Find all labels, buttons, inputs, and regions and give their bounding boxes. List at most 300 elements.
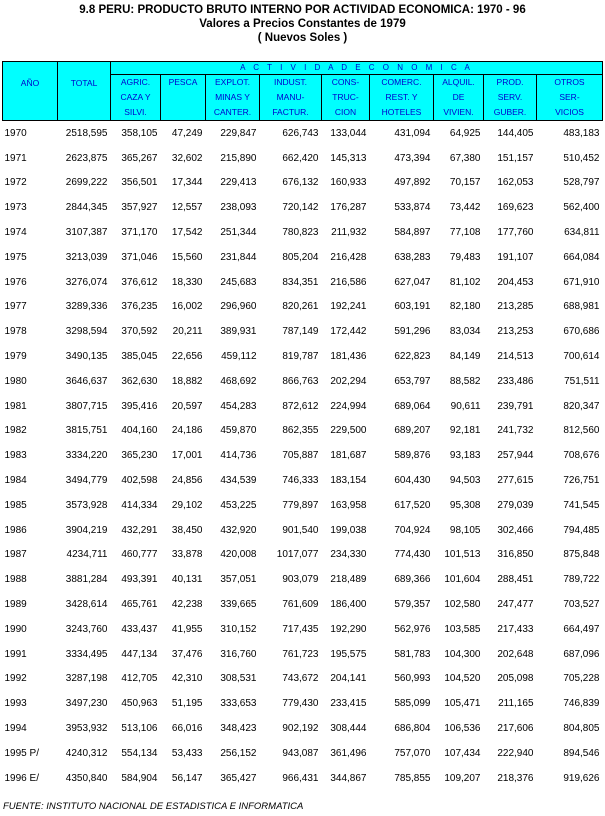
value-cell: 333,653 bbox=[220, 698, 257, 710]
year-cell: 1989 bbox=[4, 599, 27, 611]
value-cell: 412,705 bbox=[121, 673, 158, 685]
value-cell: 789,722 bbox=[563, 574, 600, 586]
year-cell: 1972 bbox=[4, 177, 27, 189]
value-cell: 177,760 bbox=[497, 227, 534, 239]
header-sector-line: SERV. bbox=[484, 90, 537, 105]
value-cell: 454,283 bbox=[220, 400, 257, 412]
table-row bbox=[3, 245, 603, 270]
header-sector-line: OTROS bbox=[537, 75, 603, 91]
value-cell: 560,993 bbox=[394, 673, 431, 685]
value-cell: 919,626 bbox=[563, 772, 600, 784]
value-cell: 420,008 bbox=[220, 549, 257, 561]
value-cell: 310,152 bbox=[220, 623, 257, 635]
value-cell: 181,436 bbox=[330, 351, 367, 363]
year-cell: 1995 P/ bbox=[4, 747, 39, 759]
value-cell: 308,531 bbox=[220, 673, 257, 685]
value-cell: 239,791 bbox=[497, 400, 534, 412]
value-cell: 218,376 bbox=[497, 772, 534, 784]
value-cell: 216,428 bbox=[330, 251, 367, 263]
value-cell: 903,079 bbox=[282, 574, 319, 586]
header-sector-line: INDUST. bbox=[260, 75, 322, 91]
value-cell: 160,933 bbox=[330, 177, 367, 189]
value-cell: 875,848 bbox=[563, 549, 600, 561]
value-cell: 3334,495 bbox=[65, 648, 108, 660]
header-sector-line: CANTER. bbox=[206, 105, 260, 121]
value-cell: 162,053 bbox=[497, 177, 534, 189]
value-cell: 204,141 bbox=[330, 673, 367, 685]
value-cell: 238,093 bbox=[220, 202, 257, 214]
header-sector-line: ALQUIL. bbox=[434, 75, 484, 91]
value-cell: 296,960 bbox=[220, 301, 257, 313]
header-sector-line: CONS- bbox=[322, 75, 370, 91]
value-cell: 460,777 bbox=[121, 549, 158, 561]
value-cell: 53,433 bbox=[171, 747, 203, 759]
header-total: TOTAL bbox=[58, 62, 111, 121]
value-cell: 12,557 bbox=[171, 202, 203, 214]
year-cell: 1983 bbox=[4, 450, 27, 462]
value-cell: 761,609 bbox=[282, 599, 319, 611]
value-cell: 705,228 bbox=[563, 673, 600, 685]
header-sector-line: AGRIC. bbox=[111, 75, 161, 91]
header-sector-line bbox=[161, 105, 206, 121]
header-sector-line: PESCA bbox=[161, 75, 206, 91]
value-cell: 3243,760 bbox=[65, 623, 108, 635]
value-cell: 746,333 bbox=[282, 475, 319, 487]
value-cell: 376,235 bbox=[121, 301, 158, 313]
value-cell: 3276,074 bbox=[65, 276, 108, 288]
value-cell: 414,736 bbox=[220, 450, 257, 462]
year-cell: 1976 bbox=[4, 276, 27, 288]
value-cell: 3497,230 bbox=[65, 698, 108, 710]
table-row bbox=[3, 121, 603, 146]
value-cell: 181,687 bbox=[330, 450, 367, 462]
value-cell: 431,094 bbox=[394, 127, 431, 139]
value-cell: 17,001 bbox=[171, 450, 203, 462]
value-cell: 257,944 bbox=[497, 450, 534, 462]
value-cell: 3334,220 bbox=[65, 450, 108, 462]
header-sector-line: VIVIEN. bbox=[434, 105, 484, 121]
header-sector-line: FACTUR. bbox=[260, 105, 322, 121]
value-cell: 192,290 bbox=[330, 623, 367, 635]
value-cell: 145,313 bbox=[330, 152, 367, 164]
value-cell: 3428,614 bbox=[65, 599, 108, 611]
year-cell: 1992 bbox=[4, 673, 27, 685]
value-cell: 687,096 bbox=[563, 648, 600, 660]
value-cell: 41,955 bbox=[171, 623, 203, 635]
value-cell: 794,485 bbox=[563, 524, 600, 536]
value-cell: 554,134 bbox=[121, 747, 158, 759]
value-cell: 192,241 bbox=[330, 301, 367, 313]
header-year: AÑO bbox=[3, 62, 58, 121]
value-cell: 186,400 bbox=[330, 599, 367, 611]
year-cell: 1977 bbox=[4, 301, 27, 313]
table-row bbox=[3, 592, 603, 617]
value-cell: 98,105 bbox=[449, 524, 481, 536]
table-row bbox=[3, 146, 603, 171]
value-cell: 528,797 bbox=[563, 177, 600, 189]
value-cell: 199,038 bbox=[330, 524, 367, 536]
value-cell: 510,452 bbox=[563, 152, 600, 164]
year-cell: 1993 bbox=[4, 698, 27, 710]
value-cell: 483,183 bbox=[563, 127, 600, 139]
value-cell: 686,804 bbox=[394, 723, 431, 735]
value-cell: 3953,932 bbox=[65, 723, 108, 735]
value-cell: 3289,336 bbox=[65, 301, 108, 313]
table-row bbox=[3, 319, 603, 344]
value-cell: 720,142 bbox=[282, 202, 319, 214]
value-cell: 357,927 bbox=[121, 202, 158, 214]
value-cell: 195,575 bbox=[330, 648, 367, 660]
value-cell: 211,165 bbox=[498, 698, 534, 710]
value-cell: 638,283 bbox=[394, 251, 431, 263]
table-row bbox=[3, 171, 603, 196]
header-sector-line: REST. Y bbox=[370, 90, 434, 105]
value-cell: 700,614 bbox=[563, 351, 600, 363]
value-cell: 562,976 bbox=[394, 623, 431, 635]
value-cell: 589,876 bbox=[394, 450, 431, 462]
value-cell: 584,897 bbox=[394, 227, 431, 239]
value-cell: 17,542 bbox=[171, 227, 203, 239]
value-cell: 751,511 bbox=[564, 375, 600, 387]
value-cell: 302,466 bbox=[497, 524, 534, 536]
value-cell: 33,878 bbox=[171, 549, 203, 561]
table-row bbox=[3, 567, 603, 592]
value-cell: 102,580 bbox=[444, 599, 481, 611]
value-cell: 95,308 bbox=[449, 499, 481, 511]
value-cell: 217,606 bbox=[497, 723, 534, 735]
value-cell: 4350,840 bbox=[65, 772, 108, 784]
value-cell: 459,112 bbox=[221, 351, 257, 363]
value-cell: 497,892 bbox=[394, 177, 431, 189]
table-row bbox=[3, 766, 603, 791]
table-row bbox=[3, 468, 603, 493]
table-row bbox=[3, 295, 603, 320]
value-cell: 94,503 bbox=[449, 475, 481, 487]
value-cell: 344,867 bbox=[330, 772, 367, 784]
value-cell: 804,805 bbox=[563, 723, 600, 735]
value-cell: 820,347 bbox=[563, 400, 600, 412]
value-cell: 56,147 bbox=[171, 772, 203, 784]
value-cell: 38,450 bbox=[171, 524, 203, 536]
value-cell: 231,844 bbox=[220, 251, 257, 263]
value-cell: 371,170 bbox=[121, 227, 158, 239]
title-block bbox=[0, 3, 605, 45]
value-cell: 205,098 bbox=[497, 673, 534, 685]
value-cell: 820,261 bbox=[282, 301, 319, 313]
value-cell: 664,497 bbox=[563, 623, 600, 635]
table-row bbox=[3, 344, 603, 369]
value-cell: 22,656 bbox=[171, 351, 203, 363]
value-cell: 3494,779 bbox=[65, 475, 108, 487]
value-cell: 79,483 bbox=[449, 251, 481, 263]
year-cell: 1970 bbox=[4, 127, 27, 139]
table-row bbox=[3, 642, 603, 667]
value-cell: 3573,928 bbox=[65, 499, 108, 511]
value-cell: 348,423 bbox=[220, 723, 257, 735]
value-cell: 17,344 bbox=[171, 177, 203, 189]
value-cell: 81,102 bbox=[449, 276, 481, 288]
value-cell: 670,686 bbox=[563, 326, 600, 338]
value-cell: 93,183 bbox=[449, 450, 481, 462]
value-cell: 16,002 bbox=[171, 301, 203, 313]
value-cell: 395,416 bbox=[121, 400, 158, 412]
value-cell: 42,238 bbox=[171, 599, 203, 611]
table-row bbox=[3, 716, 603, 741]
value-cell: 584,904 bbox=[121, 772, 158, 784]
value-cell: 29,102 bbox=[171, 499, 203, 511]
table-row bbox=[3, 543, 603, 568]
value-cell: 234,330 bbox=[330, 549, 367, 561]
value-cell: 67,380 bbox=[449, 152, 481, 164]
value-cell: 77,108 bbox=[449, 227, 481, 239]
title-subtitle: Valores a Precios Constantes de 1979 bbox=[199, 18, 406, 30]
value-cell: 256,152 bbox=[220, 747, 257, 759]
value-cell: 533,874 bbox=[394, 202, 431, 214]
value-cell: 2623,875 bbox=[65, 152, 108, 164]
value-cell: 493,391 bbox=[121, 574, 158, 586]
value-cell: 73,442 bbox=[449, 202, 481, 214]
value-cell: 434,539 bbox=[220, 475, 257, 487]
header-sector-line: DE bbox=[434, 90, 484, 105]
value-cell: 402,598 bbox=[121, 475, 158, 487]
value-cell: 32,602 bbox=[171, 152, 203, 164]
value-cell: 780,823 bbox=[282, 227, 319, 239]
value-cell: 2844,345 bbox=[65, 202, 108, 214]
value-cell: 2518,595 bbox=[65, 127, 108, 139]
year-cell: 1987 bbox=[4, 549, 27, 561]
value-cell: 376,612 bbox=[121, 276, 158, 288]
value-cell: 414,334 bbox=[121, 499, 158, 511]
value-cell: 513,106 bbox=[121, 723, 158, 735]
value-cell: 15,560 bbox=[171, 251, 203, 263]
value-cell: 316,850 bbox=[497, 549, 534, 561]
year-cell: 1986 bbox=[4, 524, 27, 536]
value-cell: 676,132 bbox=[282, 177, 319, 189]
table-row bbox=[3, 667, 603, 692]
year-cell: 1973 bbox=[4, 202, 27, 214]
value-cell: 468,692 bbox=[220, 375, 257, 387]
header-activity-group: A C T I V I D A D E C O N O M I C A bbox=[111, 62, 603, 75]
value-cell: 213,253 bbox=[497, 326, 534, 338]
value-cell: 433,437 bbox=[121, 623, 158, 635]
header-sector-line: CAZA Y bbox=[111, 90, 161, 105]
value-cell: 361,496 bbox=[330, 747, 367, 759]
value-cell: 202,648 bbox=[497, 648, 534, 660]
value-cell: 251,344 bbox=[220, 227, 257, 239]
value-cell: 450,963 bbox=[121, 698, 158, 710]
value-cell: 241,732 bbox=[497, 425, 534, 437]
value-cell: 872,612 bbox=[282, 400, 319, 412]
value-cell: 191,107 bbox=[497, 251, 534, 263]
value-cell: 103,585 bbox=[444, 623, 481, 635]
value-cell: 743,672 bbox=[282, 673, 319, 685]
value-cell: 3490,135 bbox=[65, 351, 108, 363]
value-cell: 176,287 bbox=[330, 202, 367, 214]
value-cell: 109,207 bbox=[444, 772, 481, 784]
value-cell: 591,296 bbox=[394, 326, 431, 338]
value-cell: 365,267 bbox=[121, 152, 158, 164]
value-cell: 279,039 bbox=[497, 499, 534, 511]
title-units: ( Nuevos Soles ) bbox=[257, 32, 348, 44]
value-cell: 562,400 bbox=[563, 202, 600, 214]
value-cell: 316,760 bbox=[220, 648, 257, 660]
value-cell: 3287,198 bbox=[65, 673, 108, 685]
value-cell: 585,099 bbox=[394, 698, 431, 710]
value-cell: 214,513 bbox=[497, 351, 534, 363]
title-main: 9.8 PERU: PRODUCTO BRUTO INTERNO POR ACTIVIDAD ECONOMICA: 1970 - 96 bbox=[79, 4, 526, 16]
header-sector-line: CION bbox=[322, 105, 370, 121]
value-cell: 104,300 bbox=[444, 648, 481, 660]
value-cell: 689,064 bbox=[394, 400, 431, 412]
value-cell: 4234,711 bbox=[66, 549, 108, 561]
value-cell: 216,586 bbox=[330, 276, 367, 288]
value-cell: 308,444 bbox=[330, 723, 367, 735]
value-cell: 862,355 bbox=[282, 425, 319, 437]
value-cell: 172,442 bbox=[330, 326, 367, 338]
value-cell: 627,047 bbox=[394, 276, 431, 288]
value-cell: 741,545 bbox=[563, 499, 600, 511]
value-cell: 370,592 bbox=[121, 326, 158, 338]
value-cell: 18,330 bbox=[171, 276, 203, 288]
header-sector-line: COMERC. bbox=[370, 75, 434, 91]
value-cell: 215,890 bbox=[220, 152, 257, 164]
value-cell: 20,597 bbox=[171, 400, 203, 412]
value-cell: 653,797 bbox=[394, 375, 431, 387]
value-cell: 1017,077 bbox=[276, 549, 319, 561]
value-cell: 465,761 bbox=[121, 599, 158, 611]
table-row bbox=[3, 419, 603, 444]
value-cell: 3298,594 bbox=[65, 326, 108, 338]
value-cell: 704,924 bbox=[394, 524, 431, 536]
year-cell: 1996 E/ bbox=[4, 772, 39, 784]
table-row bbox=[3, 691, 603, 716]
value-cell: 213,285 bbox=[497, 301, 534, 313]
value-cell: 105,471 bbox=[444, 698, 481, 710]
table-row bbox=[3, 443, 603, 468]
value-cell: 133,044 bbox=[330, 127, 367, 139]
year-cell: 1979 bbox=[4, 351, 27, 363]
value-cell: 779,430 bbox=[282, 698, 319, 710]
value-cell: 432,291 bbox=[121, 524, 158, 536]
value-cell: 3807,715 bbox=[65, 400, 108, 412]
value-cell: 83,034 bbox=[449, 326, 481, 338]
table-row bbox=[3, 493, 603, 518]
value-cell: 163,958 bbox=[330, 499, 367, 511]
value-cell: 819,787 bbox=[282, 351, 319, 363]
value-cell: 812,560 bbox=[563, 425, 600, 437]
year-cell: 1981 bbox=[4, 400, 27, 412]
value-cell: 432,920 bbox=[220, 524, 257, 536]
value-cell: 662,420 bbox=[282, 152, 319, 164]
value-cell: 358,105 bbox=[121, 127, 158, 139]
value-cell: 24,186 bbox=[171, 425, 203, 437]
value-cell: 42,310 bbox=[171, 673, 203, 685]
value-cell: 901,540 bbox=[282, 524, 319, 536]
value-cell: 834,351 bbox=[282, 276, 319, 288]
value-cell: 708,676 bbox=[563, 450, 600, 462]
value-cell: 604,430 bbox=[394, 475, 431, 487]
value-cell: 70,157 bbox=[449, 177, 481, 189]
value-cell: 779,897 bbox=[282, 499, 319, 511]
value-cell: 3646,637 bbox=[65, 375, 108, 387]
table-row bbox=[3, 270, 603, 295]
value-cell: 92,181 bbox=[449, 425, 481, 437]
value-cell: 726,751 bbox=[563, 475, 600, 487]
value-cell: 202,294 bbox=[330, 375, 367, 387]
value-cell: 356,501 bbox=[121, 177, 158, 189]
value-cell: 805,204 bbox=[282, 251, 319, 263]
header-sector-line: PROD. bbox=[484, 75, 537, 91]
year-cell: 1980 bbox=[4, 375, 27, 387]
header-sector-line: GUBER. bbox=[484, 105, 537, 121]
value-cell: 603,191 bbox=[394, 301, 431, 313]
value-cell: 757,070 bbox=[394, 747, 431, 759]
header-sector-line: VICIOS bbox=[537, 105, 603, 121]
value-cell: 90,611 bbox=[450, 400, 481, 412]
value-cell: 229,500 bbox=[330, 425, 367, 437]
header-sector-line: MINAS Y bbox=[206, 90, 260, 105]
year-cell: 1994 bbox=[4, 723, 27, 735]
value-cell: 943,087 bbox=[282, 747, 319, 759]
value-cell: 84,149 bbox=[449, 351, 481, 363]
year-cell: 1984 bbox=[4, 475, 27, 487]
table-row bbox=[3, 195, 603, 220]
value-cell: 703,527 bbox=[563, 599, 600, 611]
table-row bbox=[3, 369, 603, 394]
value-cell: 365,230 bbox=[121, 450, 158, 462]
value-cell: 101,513 bbox=[444, 549, 481, 561]
value-cell: 705,887 bbox=[282, 450, 319, 462]
value-cell: 581,783 bbox=[394, 648, 431, 660]
value-cell: 169,623 bbox=[497, 202, 534, 214]
value-cell: 447,134 bbox=[121, 648, 158, 660]
value-cell: 104,520 bbox=[444, 673, 481, 685]
value-cell: 144,405 bbox=[497, 127, 534, 139]
value-cell: 233,486 bbox=[497, 375, 534, 387]
value-cell: 389,931 bbox=[220, 326, 257, 338]
value-cell: 664,084 bbox=[563, 251, 600, 263]
year-cell: 1971 bbox=[4, 152, 27, 164]
value-cell: 385,045 bbox=[121, 351, 158, 363]
value-cell: 277,615 bbox=[497, 475, 534, 487]
value-cell: 671,910 bbox=[563, 276, 600, 288]
value-cell: 459,870 bbox=[220, 425, 257, 437]
value-cell: 717,435 bbox=[282, 623, 319, 635]
value-cell: 357,051 bbox=[220, 574, 257, 586]
value-cell: 626,743 bbox=[282, 127, 319, 139]
value-cell: 3815,751 bbox=[65, 425, 108, 437]
value-cell: 211,932 bbox=[331, 227, 367, 239]
header-sector-line bbox=[161, 90, 206, 105]
value-cell: 51,195 bbox=[171, 698, 203, 710]
value-cell: 3881,284 bbox=[65, 574, 108, 586]
header-sector-line: EXPLOT. bbox=[206, 75, 260, 91]
year-cell: 1985 bbox=[4, 499, 27, 511]
value-cell: 24,856 bbox=[171, 475, 203, 487]
value-cell: 866,763 bbox=[282, 375, 319, 387]
value-cell: 37,476 bbox=[171, 648, 203, 660]
year-cell: 1991 bbox=[4, 648, 27, 660]
value-cell: 66,016 bbox=[171, 723, 203, 735]
value-cell: 18,882 bbox=[171, 375, 203, 387]
table-row bbox=[3, 741, 603, 766]
value-cell: 617,520 bbox=[394, 499, 431, 511]
year-cell: 1988 bbox=[4, 574, 27, 586]
value-cell: 404,160 bbox=[121, 425, 158, 437]
value-cell: 365,427 bbox=[220, 772, 257, 784]
value-cell: 107,434 bbox=[444, 747, 481, 759]
table-row bbox=[3, 617, 603, 642]
